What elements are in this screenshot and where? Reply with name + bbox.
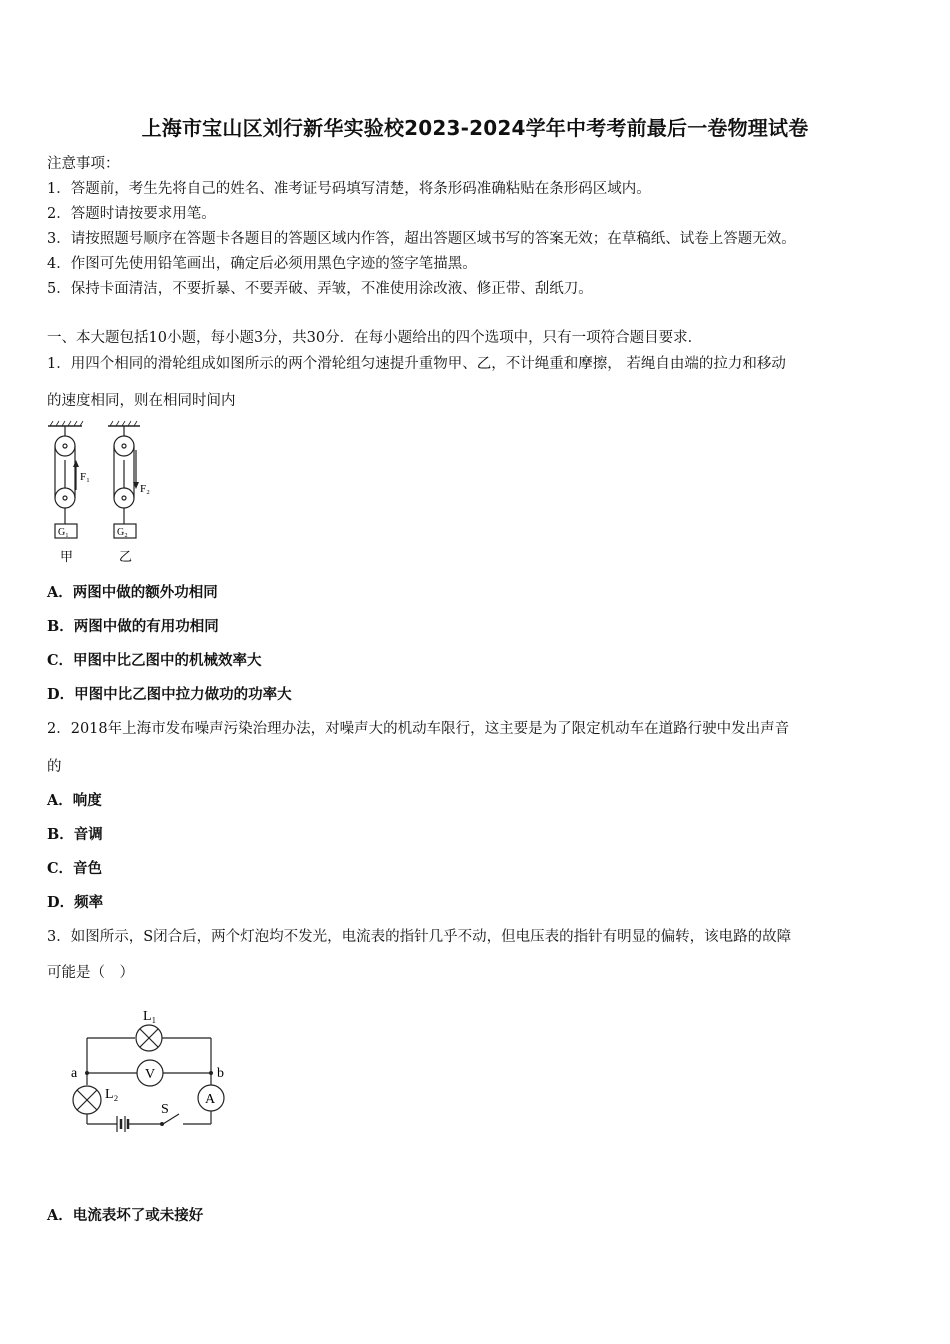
circuit-figure bbox=[65, 998, 245, 1138]
figure-caption: 乙 bbox=[119, 549, 133, 564]
node-label-a: a bbox=[71, 1066, 78, 1081]
option-c: C．音色 bbox=[47, 860, 103, 877]
notice-item: 4．作图可先使用铅笔画出，确定后必须用黑色字迹的签字笔描黑。 bbox=[47, 256, 477, 272]
q3-stem-line1: 3．如图所示，S闭合后，两个灯泡均不发光，电流表的指针几乎不动，但电压表的指针有明显的偏转，该电路的故障 bbox=[47, 929, 792, 945]
weight-label-g2: G₂ bbox=[117, 527, 128, 538]
option-d: D．频率 bbox=[47, 894, 104, 911]
option-a: A．响度 bbox=[47, 792, 102, 809]
option-a: A．电流表坏了或未接好 bbox=[47, 1207, 204, 1224]
lamp-label-l1: L₁ bbox=[143, 1009, 157, 1024]
notice-item: 2．答题时请按要求用笔。 bbox=[47, 206, 216, 222]
ammeter-label: A bbox=[205, 1092, 216, 1107]
notice-heading: 注意事项： bbox=[47, 156, 120, 172]
page-title: 上海市宝山区刘行新华实验校2023-2024学年中考考前最后一卷物理试卷 bbox=[141, 116, 809, 140]
q1-stem-line2: 的速度相同，则在相同时间内 bbox=[47, 393, 236, 409]
option-d: D．甲图中比乙图中拉力做功的功率大 bbox=[47, 686, 292, 703]
pulley-figure bbox=[40, 420, 170, 570]
option-b: B．音调 bbox=[47, 826, 103, 843]
notice-item: 5．保持卡面清洁，不要折暴、不要弄破、弄皱，不准使用涂改液、修正带、刮纸刀。 bbox=[47, 281, 593, 297]
lamp-label-l2: L₂ bbox=[105, 1087, 119, 1102]
q2-stem-line2: 的 bbox=[47, 759, 62, 775]
notice-item: 3．请按照题号顺序在答题卡各题目的答题区域内作答，超出答题区域书写的答案无效；在草稿纸、试卷上答题无效。 bbox=[47, 231, 796, 247]
option-a: A．两图中做的额外功相同 bbox=[47, 584, 218, 601]
force-label-f2: F₂ bbox=[140, 483, 150, 495]
q3-stem-line2: 可能是（ ） bbox=[47, 965, 134, 981]
option-c: C．甲图中比乙图中的机械效率大 bbox=[47, 652, 262, 669]
figure-caption: 甲 bbox=[60, 549, 74, 564]
q2-stem-line1: 2．2018年上海市发布噪声污染治理办法，对噪声大的机动车限行，这主要是为了限定机动车在道路行驶中发出声音 bbox=[47, 721, 790, 737]
node-label-b: b bbox=[217, 1066, 224, 1081]
weight-label-g1: G₁ bbox=[58, 527, 69, 538]
notice-item: 1．答题前，考生先将自己的姓名、准考证号码填写清楚，将条形码准确粘贴在条形码区域内。 bbox=[47, 181, 651, 197]
q1-stem-line1: 1．用四个相同的滑轮组成如图所示的两个滑轮组匀速提升重物甲、乙，不计绳重和摩擦， 若绳自由端的拉力和移动 bbox=[47, 356, 786, 372]
switch-label: S bbox=[161, 1102, 169, 1117]
force-label-f1: F₁ bbox=[80, 471, 90, 483]
option-b: B．两图中做的有用功相同 bbox=[47, 618, 219, 635]
voltmeter-label: V bbox=[145, 1067, 156, 1082]
section-heading: 一、本大题包括10小题，每小题3分，共30分．在每小题给出的四个选项中，只有一项符合题目要求． bbox=[47, 330, 703, 346]
